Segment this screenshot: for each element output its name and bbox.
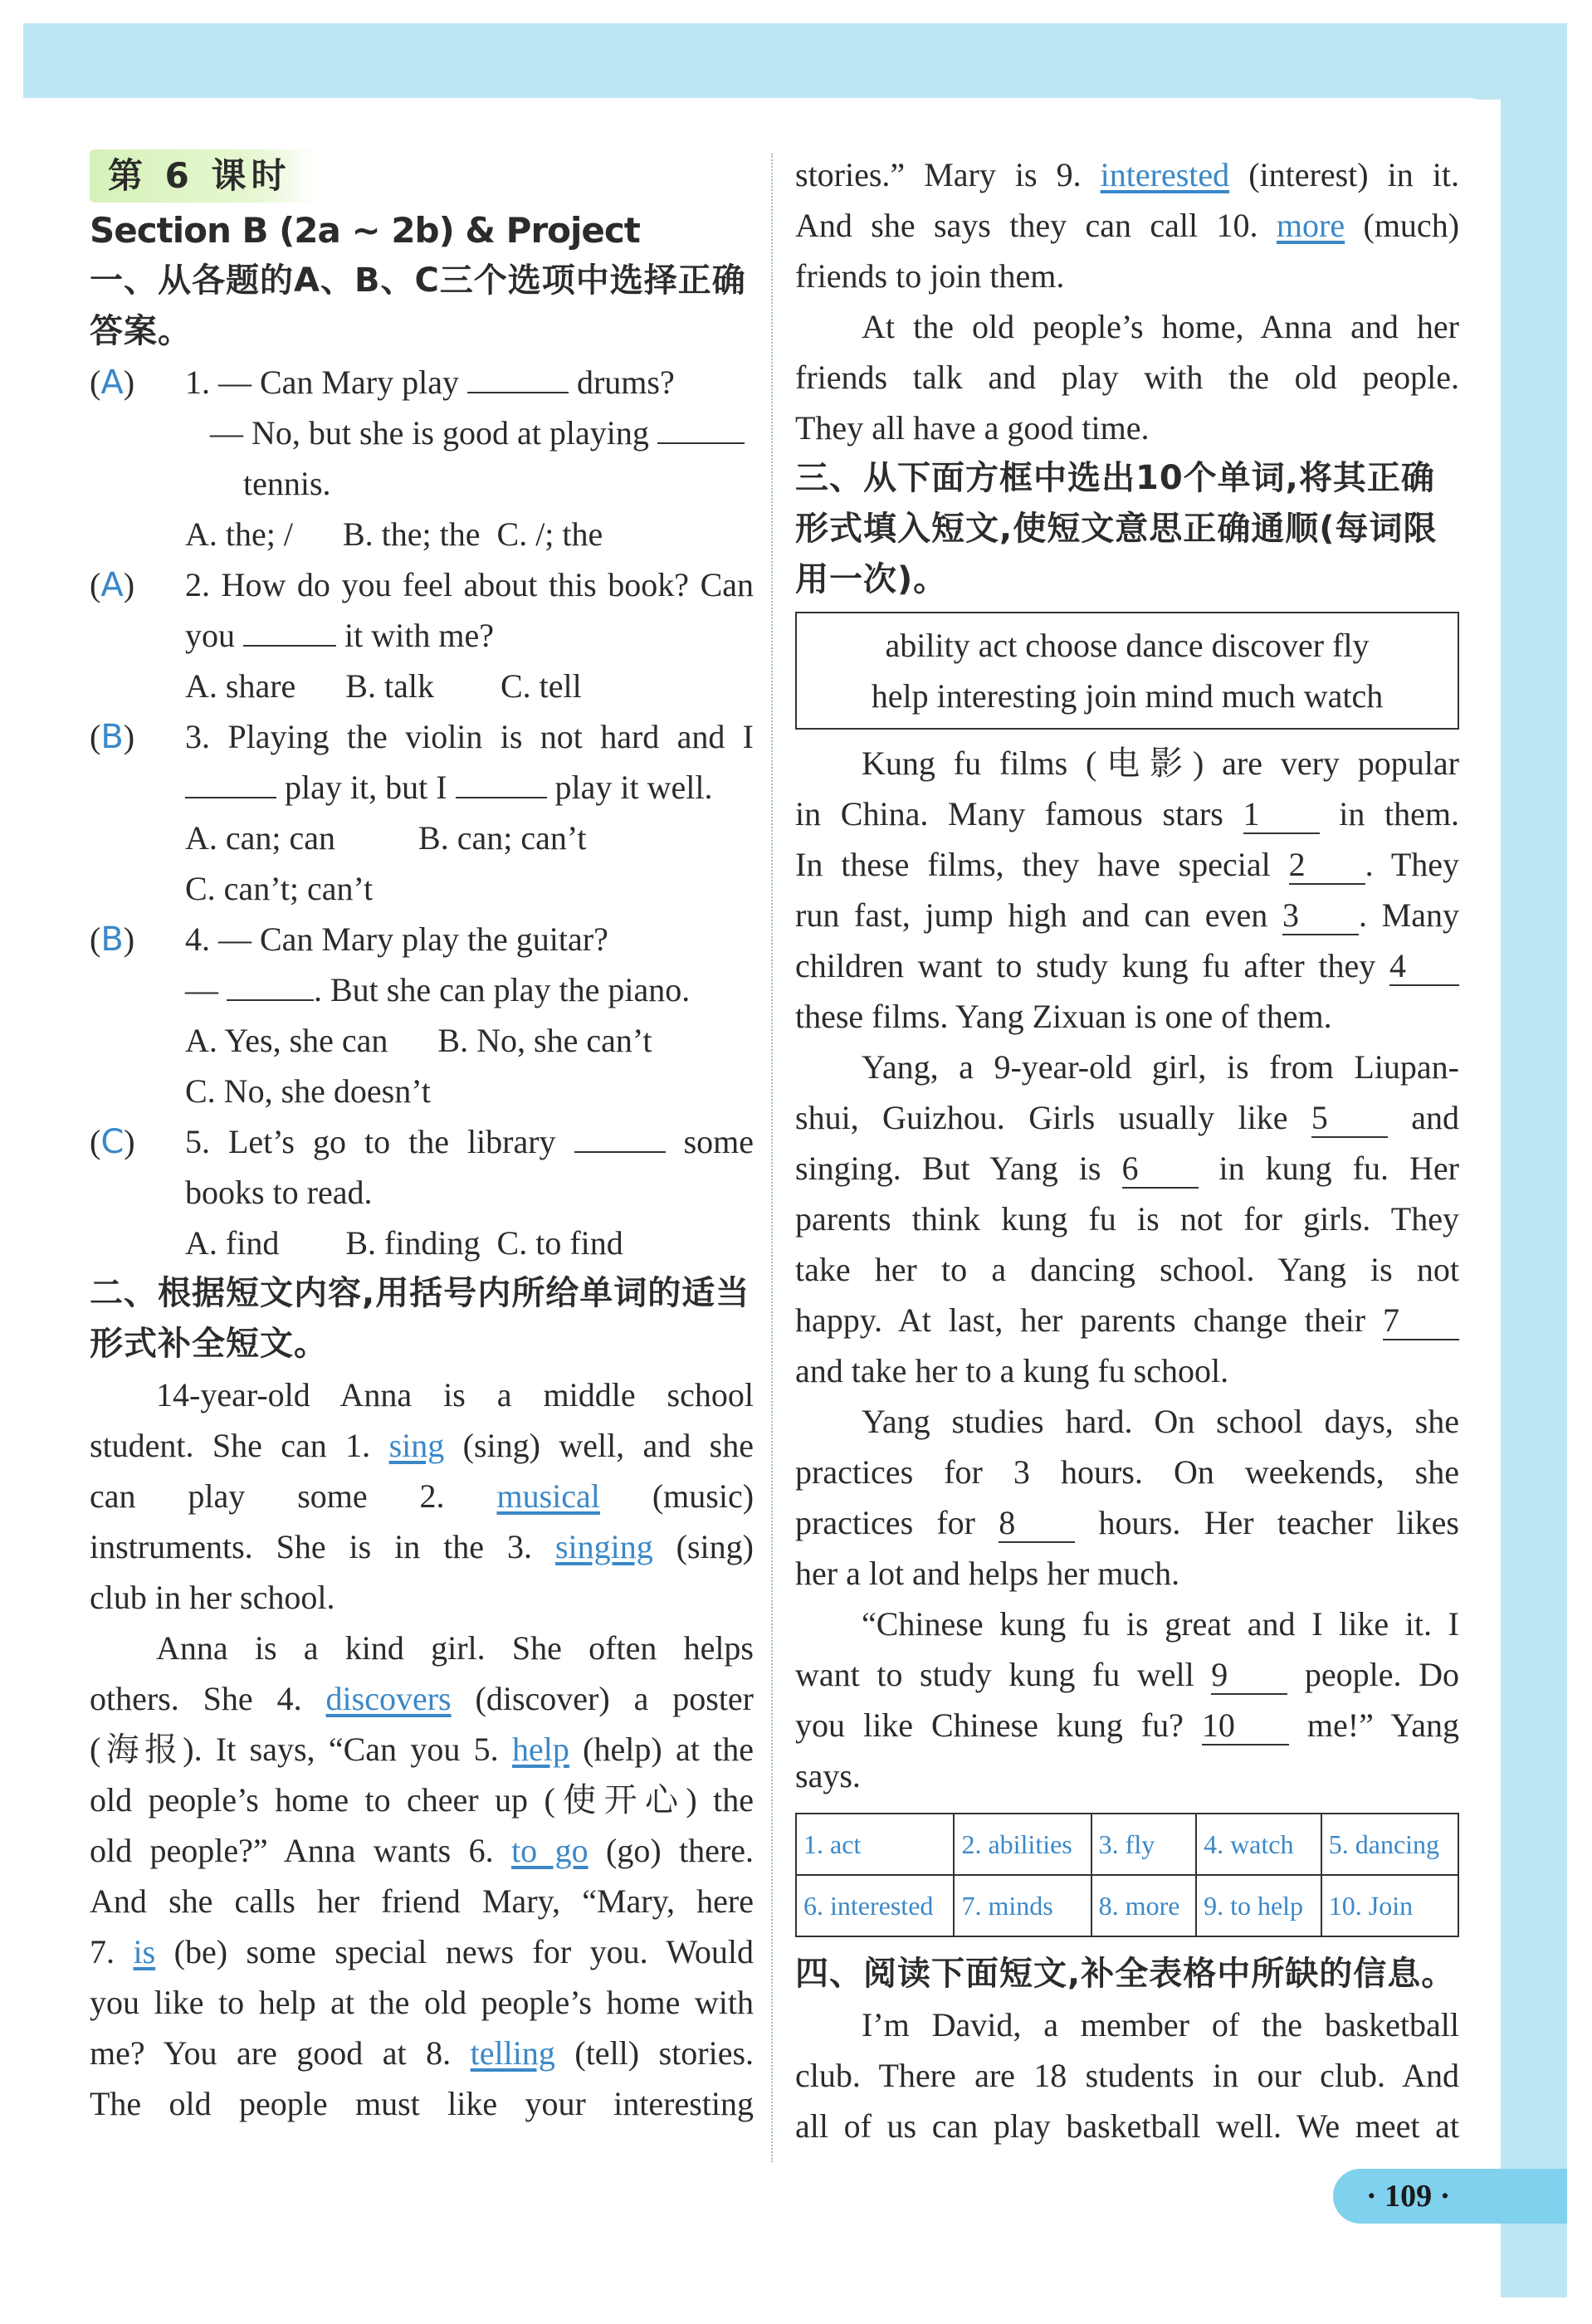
right-column (795, 149, 1459, 2151)
left-column (90, 149, 754, 2129)
passage2-line12: 7. is (be) some special news for you. Would (90, 1933, 754, 1970)
blank-9: 9 (1211, 1657, 1287, 1695)
passage3-line8: shui, Guizhou. Girls usually like 5 and (795, 1099, 1460, 1136)
question-2-line2: you it with me? (185, 617, 494, 654)
passage4-line3: all of us can play basketball well. We meet at (795, 2107, 1459, 2145)
passage2-line10: old people?” Anna wants 6. to go (go) there. (90, 1832, 754, 1869)
answer-fill-3: singing (554, 1528, 653, 1565)
word-box-line2: help interesting join mind much watch (871, 677, 1384, 715)
passage3-line13: and take her to a kung fu school. (795, 1352, 1229, 1389)
passage2-line13: you like to help at the old people’s home with (90, 1984, 754, 2021)
question-4-options: A. Yes, she can B. No, she can’t (185, 1022, 652, 1059)
blank-10: 10 (1202, 1707, 1289, 1745)
answer-fill-7: is (133, 1933, 156, 1970)
question-4: (B) 4. — Can Mary play the guitar? (90, 914, 754, 964)
question-5: (C) 5. Let’s go to the library some (90, 1116, 754, 1167)
passage2-line5: club in her school. (90, 1579, 335, 1616)
right-decorative-band (1501, 23, 1567, 2297)
word-box (795, 612, 1459, 730)
answer-fill-10: more (1276, 207, 1345, 244)
passage4-line1: I’m David, a member of the basketball (862, 2006, 1459, 2043)
passage3-line2: in China. Many famous stars 1 in them. (795, 795, 1460, 832)
table-row (796, 1875, 1458, 1936)
passage2-line21: They all have a good time. (795, 409, 1150, 447)
passage3-line16: practices for 8 hours. Her teacher likes (795, 1504, 1460, 1541)
table-cell: 6. interested (796, 1875, 954, 1936)
answer-bracket-3: (B) (90, 718, 135, 756)
question-4-option-c: C. No, she doesn’t (185, 1072, 431, 1110)
question-4-line2: — . But she can play the piano. (185, 971, 691, 1008)
question-5-options: A. find B. finding C. to find (185, 1224, 623, 1262)
passage2-line7: others. She 4. discovers (discover) a poster (90, 1680, 754, 1717)
passage3-line3: In these films, they have special 2 . They (795, 846, 1460, 883)
question-3: (B) 3. Playing the violin is not hard and I (90, 711, 754, 762)
blank-6: 6 (1122, 1150, 1199, 1189)
table-cell: 1. act (796, 1814, 954, 1875)
passage2-line1: 14-year-old Anna is a middle school (156, 1376, 754, 1413)
passage3-line6: these films. Yang Zixuan is one of them. (795, 998, 1332, 1035)
answer-fill-4: discovers (325, 1680, 452, 1717)
passage3-line10: parents think kung fu is not for girls. They (795, 1200, 1459, 1238)
answer-fill-5: help (511, 1731, 569, 1768)
passage3-line1: Kung fu films (电影) are very popular (862, 745, 1459, 782)
answer-fill-2: musical (496, 1477, 600, 1515)
top-decorative-band (23, 23, 1567, 100)
blank-7: 7 (1383, 1302, 1459, 1340)
passage2-line16: stories.” Mary is 9. interested (interest) in it. (795, 156, 1460, 193)
table-cell: 3. fly (1091, 1814, 1196, 1875)
part1-title: 一、从各题的A、B、C三个选项中选择正确答案。 (90, 261, 746, 350)
blank-3: 3 (1282, 897, 1359, 935)
part2-title: 二、根据短文内容,用括号内所给单词的适当形式补全短文。 (90, 1274, 750, 1363)
answer-bracket-4: (B) (90, 920, 135, 959)
passage2-line6: Anna is a kind girl. She often helps (156, 1629, 754, 1667)
passage3-line5: children want to study kung fu after they 4 (795, 940, 1459, 991)
passage3-line17: her a lot and helps her much. (795, 1555, 1180, 1592)
blank-5: 5 (1311, 1100, 1388, 1138)
answer-fill-1: sing (388, 1427, 445, 1464)
table-cell: 7. minds (954, 1875, 1091, 1936)
passage2-line14: me? You are good at 8. telling (tell) stories. (90, 2034, 754, 2072)
table-cell: 2. abilities (954, 1814, 1091, 1875)
passage3-line21: says. (795, 1757, 861, 1794)
passage3-line12: happy. At last, her parents change their 7 (795, 1295, 1459, 1345)
table-row (796, 1814, 1458, 1875)
answer-bracket-5: (C) (90, 1123, 135, 1161)
lesson-header (90, 149, 754, 203)
blank-8: 8 (999, 1505, 1075, 1543)
passage2-line11: And she calls her friend Mary, “Mary, here (90, 1882, 754, 1920)
passage2-line4: instruments. She is in the 3. singing (sing) (90, 1528, 754, 1565)
passage2-line18: friends to join them. (795, 257, 1065, 295)
answer-bracket-2: (A) (90, 566, 135, 604)
question-3-line2: play it, but I play it well. (90, 762, 754, 813)
question-1: (A) 1. — Can Mary play drums? (90, 357, 754, 408)
word-box-line1: ability act choose dance discover fly (885, 627, 1370, 664)
passage3-line18: “Chinese kung fu is great and I like it. I (862, 1605, 1459, 1643)
passage3-line15: practices for 3 hours. On weekends, she (795, 1453, 1459, 1491)
answer-table (795, 1813, 1459, 1937)
question-2-options: A. share B. talk C. tell (185, 667, 582, 705)
column-divider (771, 154, 773, 2162)
blank-2: 2 (1289, 847, 1365, 885)
answer-fill-9: interested (1100, 156, 1230, 193)
passage2-line20: friends talk and play with the old people. (795, 359, 1459, 396)
passage3-line14: Yang studies hard. On school days, she (862, 1403, 1459, 1440)
blank-1: 1 (1243, 796, 1320, 834)
passage2-line9: old people’s home to cheer up (使开心) the (90, 1781, 754, 1819)
table-cell: 8. more (1091, 1875, 1196, 1936)
passage3-line19: want to study kung fu well 9 people. Do (795, 1656, 1459, 1693)
passage2-line3: can play some 2. musical (music) (90, 1477, 754, 1515)
answer-bracket-1: (A) (90, 364, 135, 402)
answer-fill-6: to go (511, 1832, 588, 1869)
passage3-line9: singing. But Yang is 6 in kung fu. Her (795, 1150, 1460, 1187)
answer-fill-8: telling (470, 2034, 555, 2072)
page-number: · 109 · (1333, 2169, 1567, 2224)
question-3-option-c: C. can’t; can’t (185, 870, 374, 907)
passage4-line2: club. There are 18 students in our club. And (795, 2057, 1459, 2094)
question-1-options: A. the; / B. the; the C. /; the (185, 515, 603, 553)
table-cell: 9. to help (1196, 1875, 1321, 1936)
question-2: (A) 2. How do you feel about this book? Can (90, 559, 754, 610)
question-3-options: A. can; can B. can; can’t (185, 819, 587, 857)
lesson-label: 第 6 课时 (90, 149, 315, 203)
table-cell: 5. dancing (1321, 1814, 1458, 1875)
passage3-line11: take her to a dancing school. Yang is not (795, 1251, 1459, 1288)
question-5-line2: books to read. (185, 1174, 373, 1211)
passage3-line4: run fast, jump high and can even 3 . Many (795, 896, 1459, 934)
section-title: Section B (2a ~ 2b) & Project (90, 210, 640, 251)
part4-title: 四、阅读下面短文,补全表格中所缺的信息。 (795, 1955, 1456, 1993)
passage2-line2: student. She can 1. sing (sing) well, and she (90, 1427, 754, 1464)
passage2-line19: At the old people’s home, Anna and her (862, 308, 1459, 345)
table-cell: 4. watch (1196, 1814, 1321, 1875)
passage3-line20: you like Chinese kung fu? 10 me!” Yang (795, 1706, 1460, 1744)
part3-title: 三、从下面方框中选出10个单词,将其正确形式填入短文,使短文意思正确通顺(每词限用一次)。 (795, 459, 1438, 598)
passage2-line8: (海报). It says, “Can you 5. help (help) at the (90, 1731, 754, 1768)
passage2-line15: The old people must like your interesting (90, 2085, 754, 2122)
question-1-line3: tennis. (243, 465, 331, 502)
table-cell: 10. Join (1321, 1875, 1458, 1936)
question-1-line2: — No, but she is good at playing (90, 408, 754, 458)
passage2-line17: And she says they can call 10. more (much) (795, 207, 1460, 244)
blank-4: 4 (1389, 948, 1459, 986)
passage3-line7: Yang, a 9-year-old girl, is from Liupan- (862, 1048, 1459, 1086)
